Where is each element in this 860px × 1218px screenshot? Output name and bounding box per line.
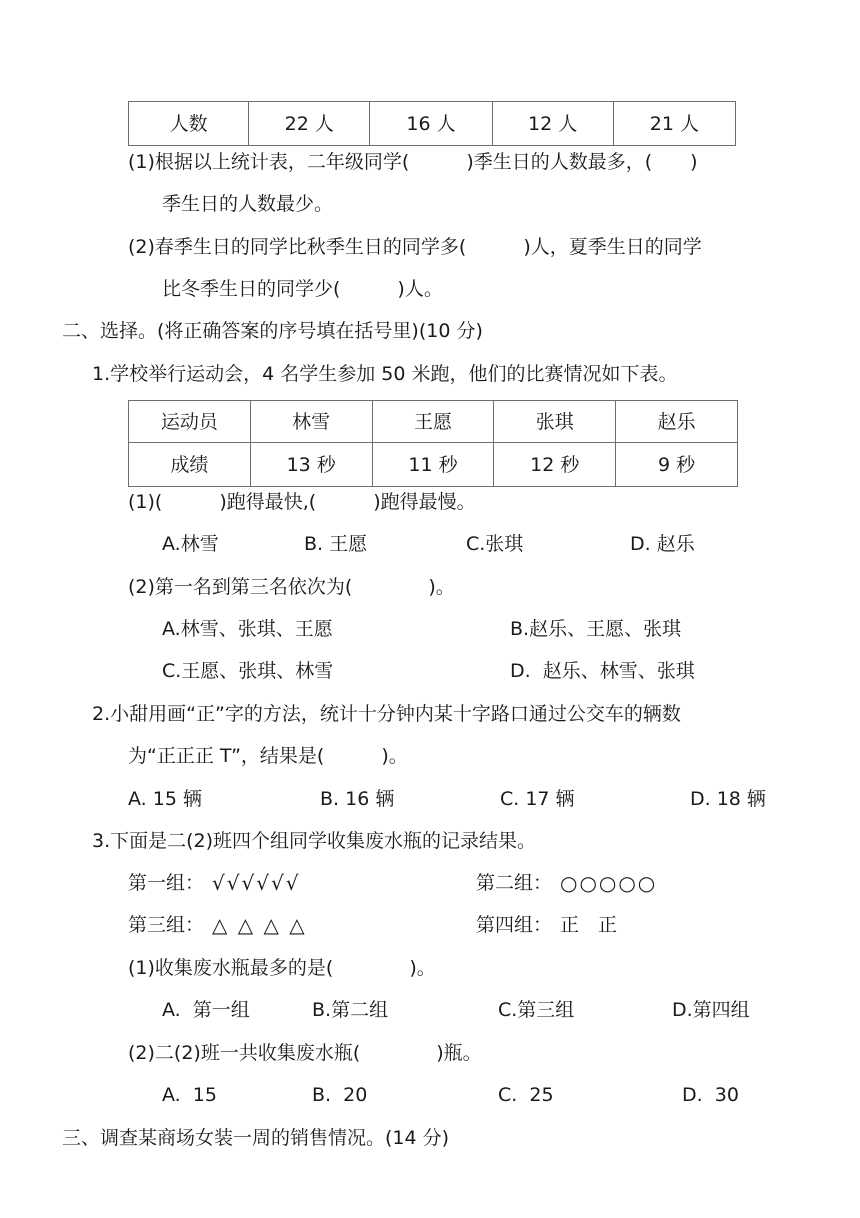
option: C. 17 辆 <box>500 788 575 810</box>
table-cell: 11 秒 <box>372 443 494 487</box>
option: B.第二组 <box>312 999 389 1021</box>
option: D. 18 辆 <box>690 788 766 810</box>
season-count-table <box>128 101 736 146</box>
table-header-cell: 王愿 <box>372 401 494 443</box>
option: B.赵乐、王愿、张琪 <box>510 618 682 640</box>
checkmark-tally: √√√√√√ <box>212 871 301 895</box>
question-text: (1)( )跑得最快,( )跑得最慢。 <box>128 491 476 513</box>
section-heading: 二、选择。(将正确答案的序号填在括号里)(10 分) <box>62 320 483 342</box>
question-text: (1)收集废水瓶最多的是( )。 <box>128 957 436 979</box>
option: C.王愿、张琪、林雪 <box>162 660 334 682</box>
question-text: 1.学校举行运动会，4 名学生参加 50 米跑，他们的比赛情况如下表。 <box>92 363 678 385</box>
question-text: (2)二(2)班一共收集废水瓶( )瓶。 <box>128 1042 482 1064</box>
question-text: 季生日的人数最少。 <box>162 193 334 215</box>
question-text: 比冬季生日的同学少( )人。 <box>162 278 443 300</box>
option: A. 第一组 <box>162 999 250 1021</box>
option: D. 赵乐 <box>630 533 695 555</box>
option: D. 30 <box>682 1084 739 1106</box>
option: C. 25 <box>498 1084 554 1106</box>
table-cell: 21 人 <box>613 102 735 146</box>
group-label: 第三组： <box>128 914 205 936</box>
table-cell: 成绩 <box>129 443 251 487</box>
table-cell: 12 秒 <box>494 443 616 487</box>
option: A.林雪 <box>162 533 219 555</box>
question-text: (2)第一名到第三名依次为( )。 <box>128 576 455 598</box>
option: A.林雪、张琪、王愿 <box>162 618 333 640</box>
table-cell: 13 秒 <box>250 443 372 487</box>
question-text: 3.下面是二(2)班四个组同学收集废水瓶的记录结果。 <box>92 830 537 852</box>
option: C.张琪 <box>466 533 524 555</box>
table-cell: 12 人 <box>492 102 613 146</box>
table-header-cell: 林雪 <box>250 401 372 443</box>
table-cell-row-label: 人数 <box>129 102 249 146</box>
group-label: 第四组： <box>476 914 553 936</box>
question-text: 2.小甜用画“正”字的方法，统计十分钟内某十字路口通过公交车的辆数 <box>92 703 681 725</box>
group-label: 第二组： <box>476 872 553 894</box>
option: A. 15 <box>162 1084 217 1106</box>
option: D. 赵乐、林雪、张琪 <box>510 660 695 682</box>
option: B. 16 辆 <box>320 788 395 810</box>
option: A. 15 辆 <box>128 788 202 810</box>
table-header-cell: 张琪 <box>494 401 616 443</box>
option: D.第四组 <box>672 999 750 1021</box>
table-cell: 22 人 <box>249 102 370 146</box>
option: B. 王愿 <box>304 533 368 555</box>
table-header-cell: 赵乐 <box>616 401 738 443</box>
section-heading: 三、调查某商场女装一周的销售情况。(14 分) <box>62 1127 450 1149</box>
race-results-table <box>128 400 738 487</box>
question-text: (2)春季生日的同学比秋季生日的同学多( )人，夏季生日的同学 <box>128 236 702 258</box>
question-text: (1)根据以上统计表，二年级同学( )季生日的人数最多，( ) <box>128 151 698 173</box>
table-cell: 16 人 <box>370 102 492 146</box>
triangle-tally: △ △ △ △ <box>212 913 307 937</box>
circle-tally: ○○○○○ <box>560 871 658 895</box>
table-cell: 9 秒 <box>616 443 738 487</box>
table-header-cell: 运动员 <box>129 401 251 443</box>
zheng-tally: 正 正 <box>560 914 618 936</box>
question-text: 为“正正正 T”，结果是( )。 <box>128 745 408 767</box>
option: C.第三组 <box>498 999 575 1021</box>
option: B. 20 <box>312 1084 368 1106</box>
group-label: 第一组： <box>128 872 205 894</box>
